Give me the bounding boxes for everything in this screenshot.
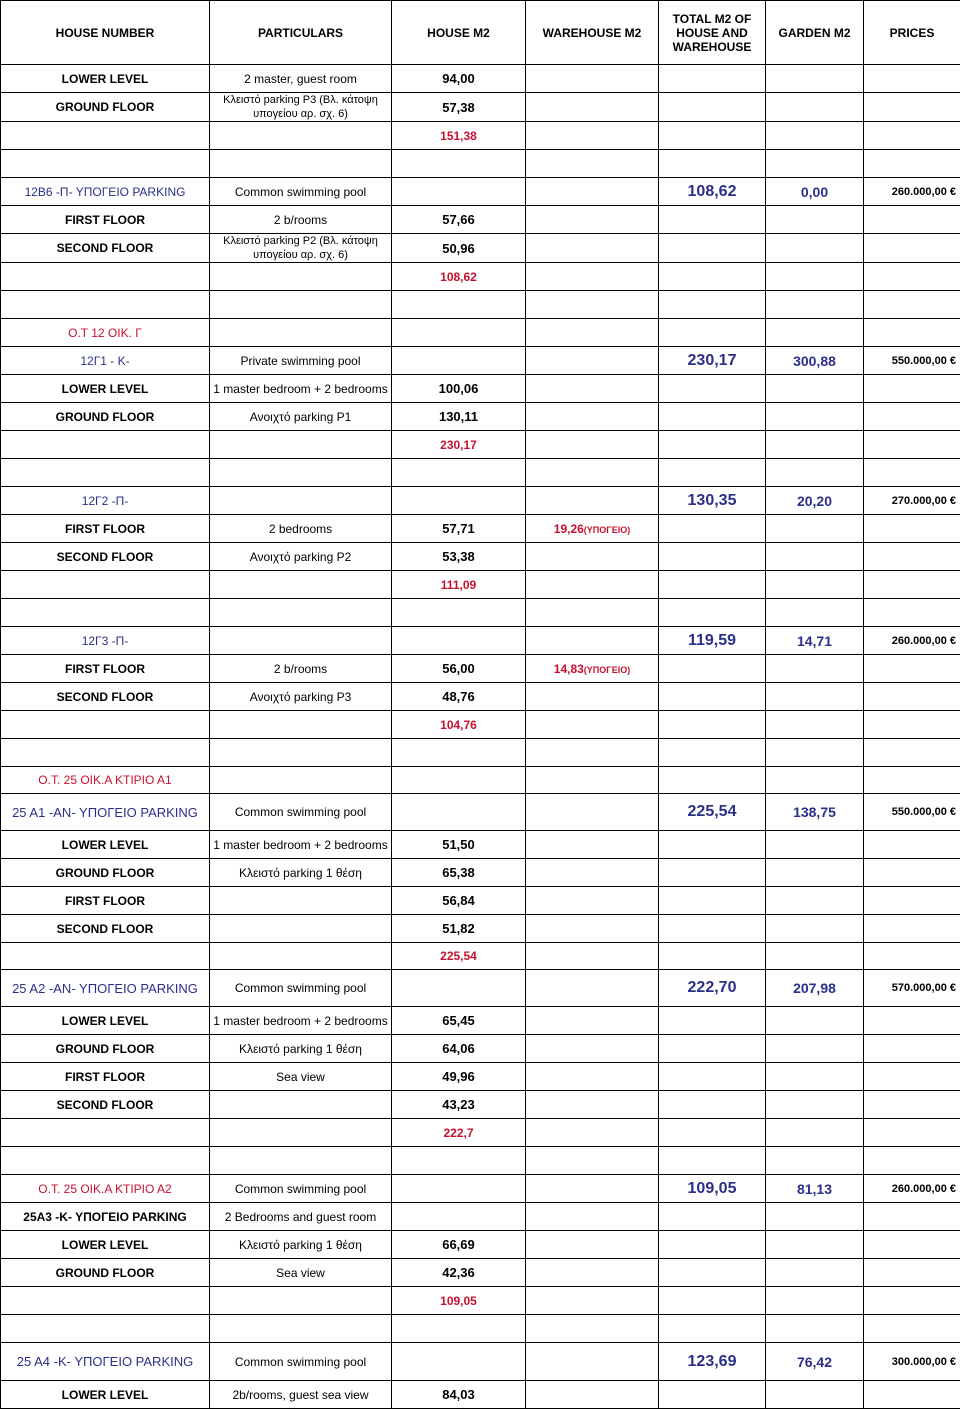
floor-cell: LOWER LEVEL xyxy=(1,65,210,93)
house-m2-cell: 49,96 xyxy=(392,1063,526,1091)
table-row xyxy=(1,206,960,234)
floor-cell: SECOND FLOOR xyxy=(1,915,210,943)
col-header-total-m2: TOTAL M2 OF HOUSE AND WAREHOUSE xyxy=(659,1,766,65)
col-header-particulars: PARTICULARS xyxy=(210,1,392,65)
house-m2-cell: 94,00 xyxy=(392,65,526,93)
house-number-cell: 25 Α1 -ΑΝ- ΥΠΟΓΕΙΟ PARKING xyxy=(1,794,210,831)
header-row xyxy=(1,1,960,65)
price-cell: 260.000,00 € xyxy=(864,1175,960,1203)
floor-cell: SECOND FLOOR xyxy=(1,234,210,263)
table-row xyxy=(1,1035,960,1063)
table-row xyxy=(1,831,960,859)
particulars-cell: 2 b/rooms xyxy=(210,206,392,234)
col-header-house-m2: HOUSE M2 xyxy=(392,1,526,65)
particulars-cell: Κλειστό parking 1 θέση xyxy=(210,1035,392,1063)
price-cell: 270.000,00 € xyxy=(864,487,960,515)
house-m2-cell: 51,82 xyxy=(392,915,526,943)
table-row xyxy=(1,515,960,543)
warehouse-value: 14,83 xyxy=(554,662,584,676)
unit-row xyxy=(1,970,960,1007)
total-m2-cell: 108,62 xyxy=(659,178,766,206)
house-m2-cell: 56,84 xyxy=(392,887,526,915)
house-number-cell: 12Γ3 -Π- xyxy=(1,627,210,655)
house-m2-cell: 57,38 xyxy=(392,93,526,122)
house-total-cell: 108,62 xyxy=(392,263,526,291)
floor-cell: LOWER LEVEL xyxy=(1,1231,210,1259)
table-row xyxy=(1,122,960,150)
house-total-cell: 222,7 xyxy=(392,1119,526,1147)
house-number-cell: 12Γ2 -Π- xyxy=(1,487,210,515)
house-m2-cell: 51,50 xyxy=(392,831,526,859)
table-row xyxy=(1,93,960,122)
floor-cell: FIRST FLOOR xyxy=(1,515,210,543)
house-total-cell: 230,17 xyxy=(392,431,526,459)
particulars-cell: Ανοιχτό parking P3 xyxy=(210,683,392,711)
total-m2-cell: 123,69 xyxy=(659,1343,766,1381)
price-cell: 550.000,00 € xyxy=(864,347,960,375)
particulars-cell: 2b/rooms, guest sea view xyxy=(210,1381,392,1409)
house-number-cell: 25 Α4 -Κ- ΥΠΟΓΕΙΟ PARKING xyxy=(1,1343,210,1381)
particulars-cell: Ανοιχτό parking P1 xyxy=(210,403,392,431)
particulars-cell: 2 master, guest room xyxy=(210,65,392,93)
house-total-cell: 109,05 xyxy=(392,1287,526,1315)
particulars-cell: Κλειστό parking 1 θέση xyxy=(210,1231,392,1259)
garden-m2-cell: 300,88 xyxy=(766,347,864,375)
price-cell: 550.000,00 € xyxy=(864,794,960,831)
table-row xyxy=(1,1259,960,1287)
house-m2-cell: 65,45 xyxy=(392,1007,526,1035)
house-m2-cell: 84,03 xyxy=(392,1381,526,1409)
particulars-cell: 2 bedrooms xyxy=(210,515,392,543)
spacer-row xyxy=(1,739,960,767)
house-m2-cell: 57,71 xyxy=(392,515,526,543)
particulars-cell: 2 b/rooms xyxy=(210,655,392,683)
particulars-cell: 1 master bedroom + 2 bedrooms xyxy=(210,1007,392,1035)
house-number-cell: 25Α3 -Κ- ΥΠΟΓΕΙΟ PARKING xyxy=(1,1203,210,1231)
table-row xyxy=(1,571,960,599)
col-header-warehouse-m2: WAREHOUSE M2 xyxy=(526,1,659,65)
particulars-cell: Κλειστό parking P2 (Βλ. κάτοψη υπογείου αρ. σχ. 6) xyxy=(210,234,392,263)
particulars-cell: Common swimming pool xyxy=(210,1175,392,1203)
particulars-cell: Sea view xyxy=(210,1063,392,1091)
spacer-row xyxy=(1,459,960,487)
unit-row xyxy=(1,1343,960,1381)
garden-m2-cell: 0,00 xyxy=(766,178,864,206)
particulars-cell: Common swimming pool xyxy=(210,970,392,1007)
house-m2-cell: 100,06 xyxy=(392,375,526,403)
house-m2-cell: 43,23 xyxy=(392,1091,526,1119)
floor-cell: LOWER LEVEL xyxy=(1,375,210,403)
unit-row xyxy=(1,347,960,375)
floor-cell: SECOND FLOOR xyxy=(1,683,210,711)
particulars-cell: Common swimming pool xyxy=(210,178,392,206)
table-row xyxy=(1,431,960,459)
unit-row xyxy=(1,1175,960,1203)
table-row xyxy=(1,1231,960,1259)
particulars-cell: 1 master bedroom + 2 bedrooms xyxy=(210,831,392,859)
table-row xyxy=(1,1381,960,1409)
price-cell: 260.000,00 € xyxy=(864,627,960,655)
floor-cell: GROUND FLOOR xyxy=(1,403,210,431)
house-m2-cell: 56,00 xyxy=(392,655,526,683)
warehouse-location: (ΥΠΟΓΕΙΟ) xyxy=(584,525,630,535)
table-row xyxy=(1,375,960,403)
house-m2-cell: 50,96 xyxy=(392,234,526,263)
table-row xyxy=(1,655,960,683)
spacer-row xyxy=(1,599,960,627)
floor-cell: FIRST FLOOR xyxy=(1,206,210,234)
table-row xyxy=(1,915,960,943)
table-row xyxy=(1,859,960,887)
house-total-cell: 104,76 xyxy=(392,711,526,739)
floor-cell: SECOND FLOOR xyxy=(1,543,210,571)
block-heading: Ο.Τ 12 ΟΙΚ. Γ xyxy=(1,319,210,347)
house-m2-cell: 66,69 xyxy=(392,1231,526,1259)
spacer-row xyxy=(1,1147,960,1175)
particulars-cell: Private swimming pool xyxy=(210,347,392,375)
house-m2-cell: 48,76 xyxy=(392,683,526,711)
table-row xyxy=(1,1007,960,1035)
total-m2-cell: 225,54 xyxy=(659,794,766,831)
table-row xyxy=(1,263,960,291)
spacer-row xyxy=(1,291,960,319)
price-cell: 260.000,00 € xyxy=(864,178,960,206)
table-row xyxy=(1,943,960,970)
garden-m2-cell: 76,42 xyxy=(766,1343,864,1381)
table-row xyxy=(1,234,960,263)
particulars-cell: Κλειστό parking P3 (Βλ. κάτοψη υπογείου αρ. σχ. 6) xyxy=(210,93,392,122)
floor-cell: FIRST FLOOR xyxy=(1,655,210,683)
col-header-house-number: HOUSE NUMBER xyxy=(1,1,210,65)
floor-cell: GROUND FLOOR xyxy=(1,859,210,887)
total-m2-cell: 222,70 xyxy=(659,970,766,1007)
house-number-cell: 25 Α2 -ΑΝ- ΥΠΟΓΕΙΟ PARKING xyxy=(1,970,210,1007)
house-m2-cell: 64,06 xyxy=(392,1035,526,1063)
house-total-cell: 225,54 xyxy=(392,943,526,970)
garden-m2-cell: 207,98 xyxy=(766,970,864,1007)
house-m2-cell: 42,36 xyxy=(392,1259,526,1287)
block-heading: Ο.Τ. 25 ΟΙΚ.Α ΚΤΙΡΙΟ Α1 xyxy=(1,767,210,794)
col-header-garden-m2: GARDEN M2 xyxy=(766,1,864,65)
table-row xyxy=(1,683,960,711)
unit-row xyxy=(1,487,960,515)
table-row xyxy=(1,1203,960,1231)
house-total-cell: 111,09 xyxy=(392,571,526,599)
particulars-cell: 1 master bedroom + 2 bedrooms xyxy=(210,375,392,403)
unit-row xyxy=(1,627,960,655)
floor-cell: FIRST FLOOR xyxy=(1,887,210,915)
house-total-cell: 151,38 xyxy=(392,122,526,150)
house-m2-cell: 53,38 xyxy=(392,543,526,571)
floor-cell: SECOND FLOOR xyxy=(1,1091,210,1119)
block-heading-row xyxy=(1,767,960,794)
floor-cell: GROUND FLOOR xyxy=(1,93,210,122)
garden-m2-cell: 14,71 xyxy=(766,627,864,655)
unit-row xyxy=(1,178,960,206)
spacer-row xyxy=(1,150,960,178)
block-heading-row xyxy=(1,319,960,347)
table-row xyxy=(1,65,960,93)
floor-cell: LOWER LEVEL xyxy=(1,831,210,859)
unit-row xyxy=(1,794,960,831)
particulars-cell: Common swimming pool xyxy=(210,1343,392,1381)
block-heading: Ο.Τ. 25 ΟΙΚ.Α ΚΤΙΡΙΟ Α2 xyxy=(1,1175,210,1203)
house-m2-cell: 65,38 xyxy=(392,859,526,887)
floor-cell: LOWER LEVEL xyxy=(1,1381,210,1409)
garden-m2-cell: 138,75 xyxy=(766,794,864,831)
house-number-cell: 12Β6 -Π- ΥΠΟΓΕΙΟ PARKING xyxy=(1,178,210,206)
table-row xyxy=(1,1063,960,1091)
price-cell: 300.000,00 € xyxy=(864,1343,960,1381)
warehouse-location: (ΥΠΟΓΕΙΟ) xyxy=(584,665,630,675)
table-row xyxy=(1,711,960,739)
floor-cell: GROUND FLOOR xyxy=(1,1035,210,1063)
particulars-cell: Sea view xyxy=(210,1259,392,1287)
table-row xyxy=(1,403,960,431)
floor-cell: GROUND FLOOR xyxy=(1,1259,210,1287)
price-cell: 570.000,00 € xyxy=(864,970,960,1007)
house-m2-cell: 57,66 xyxy=(392,206,526,234)
floor-cell: FIRST FLOOR xyxy=(1,1063,210,1091)
house-number-cell: 12Γ1 - Κ- xyxy=(1,347,210,375)
table-row xyxy=(1,543,960,571)
total-m2-cell: 130,35 xyxy=(659,487,766,515)
table-row xyxy=(1,887,960,915)
warehouse-value: 19,26 xyxy=(554,522,584,536)
floor-cell: LOWER LEVEL xyxy=(1,1007,210,1035)
warehouse-m2-cell xyxy=(526,655,659,683)
total-m2-cell: 119,59 xyxy=(659,627,766,655)
particulars-cell: 2 Bedrooms and guest room xyxy=(210,1203,392,1231)
particulars-cell: Ανοιχτό parking P2 xyxy=(210,543,392,571)
table-row xyxy=(1,1119,960,1147)
particulars-cell: Common swimming pool xyxy=(210,794,392,831)
table-row xyxy=(1,1287,960,1315)
total-m2-cell: 109,05 xyxy=(659,1175,766,1203)
spacer-row xyxy=(1,1315,960,1343)
col-header-prices: PRICES xyxy=(864,1,960,65)
total-m2-cell: 230,17 xyxy=(659,347,766,375)
table-row xyxy=(1,1091,960,1119)
particulars-cell: Κλειστό parking 1 θέση xyxy=(210,859,392,887)
house-m2-cell: 130,11 xyxy=(392,403,526,431)
garden-m2-cell: 20,20 xyxy=(766,487,864,515)
warehouse-m2-cell xyxy=(526,515,659,543)
garden-m2-cell: 81,13 xyxy=(766,1175,864,1203)
